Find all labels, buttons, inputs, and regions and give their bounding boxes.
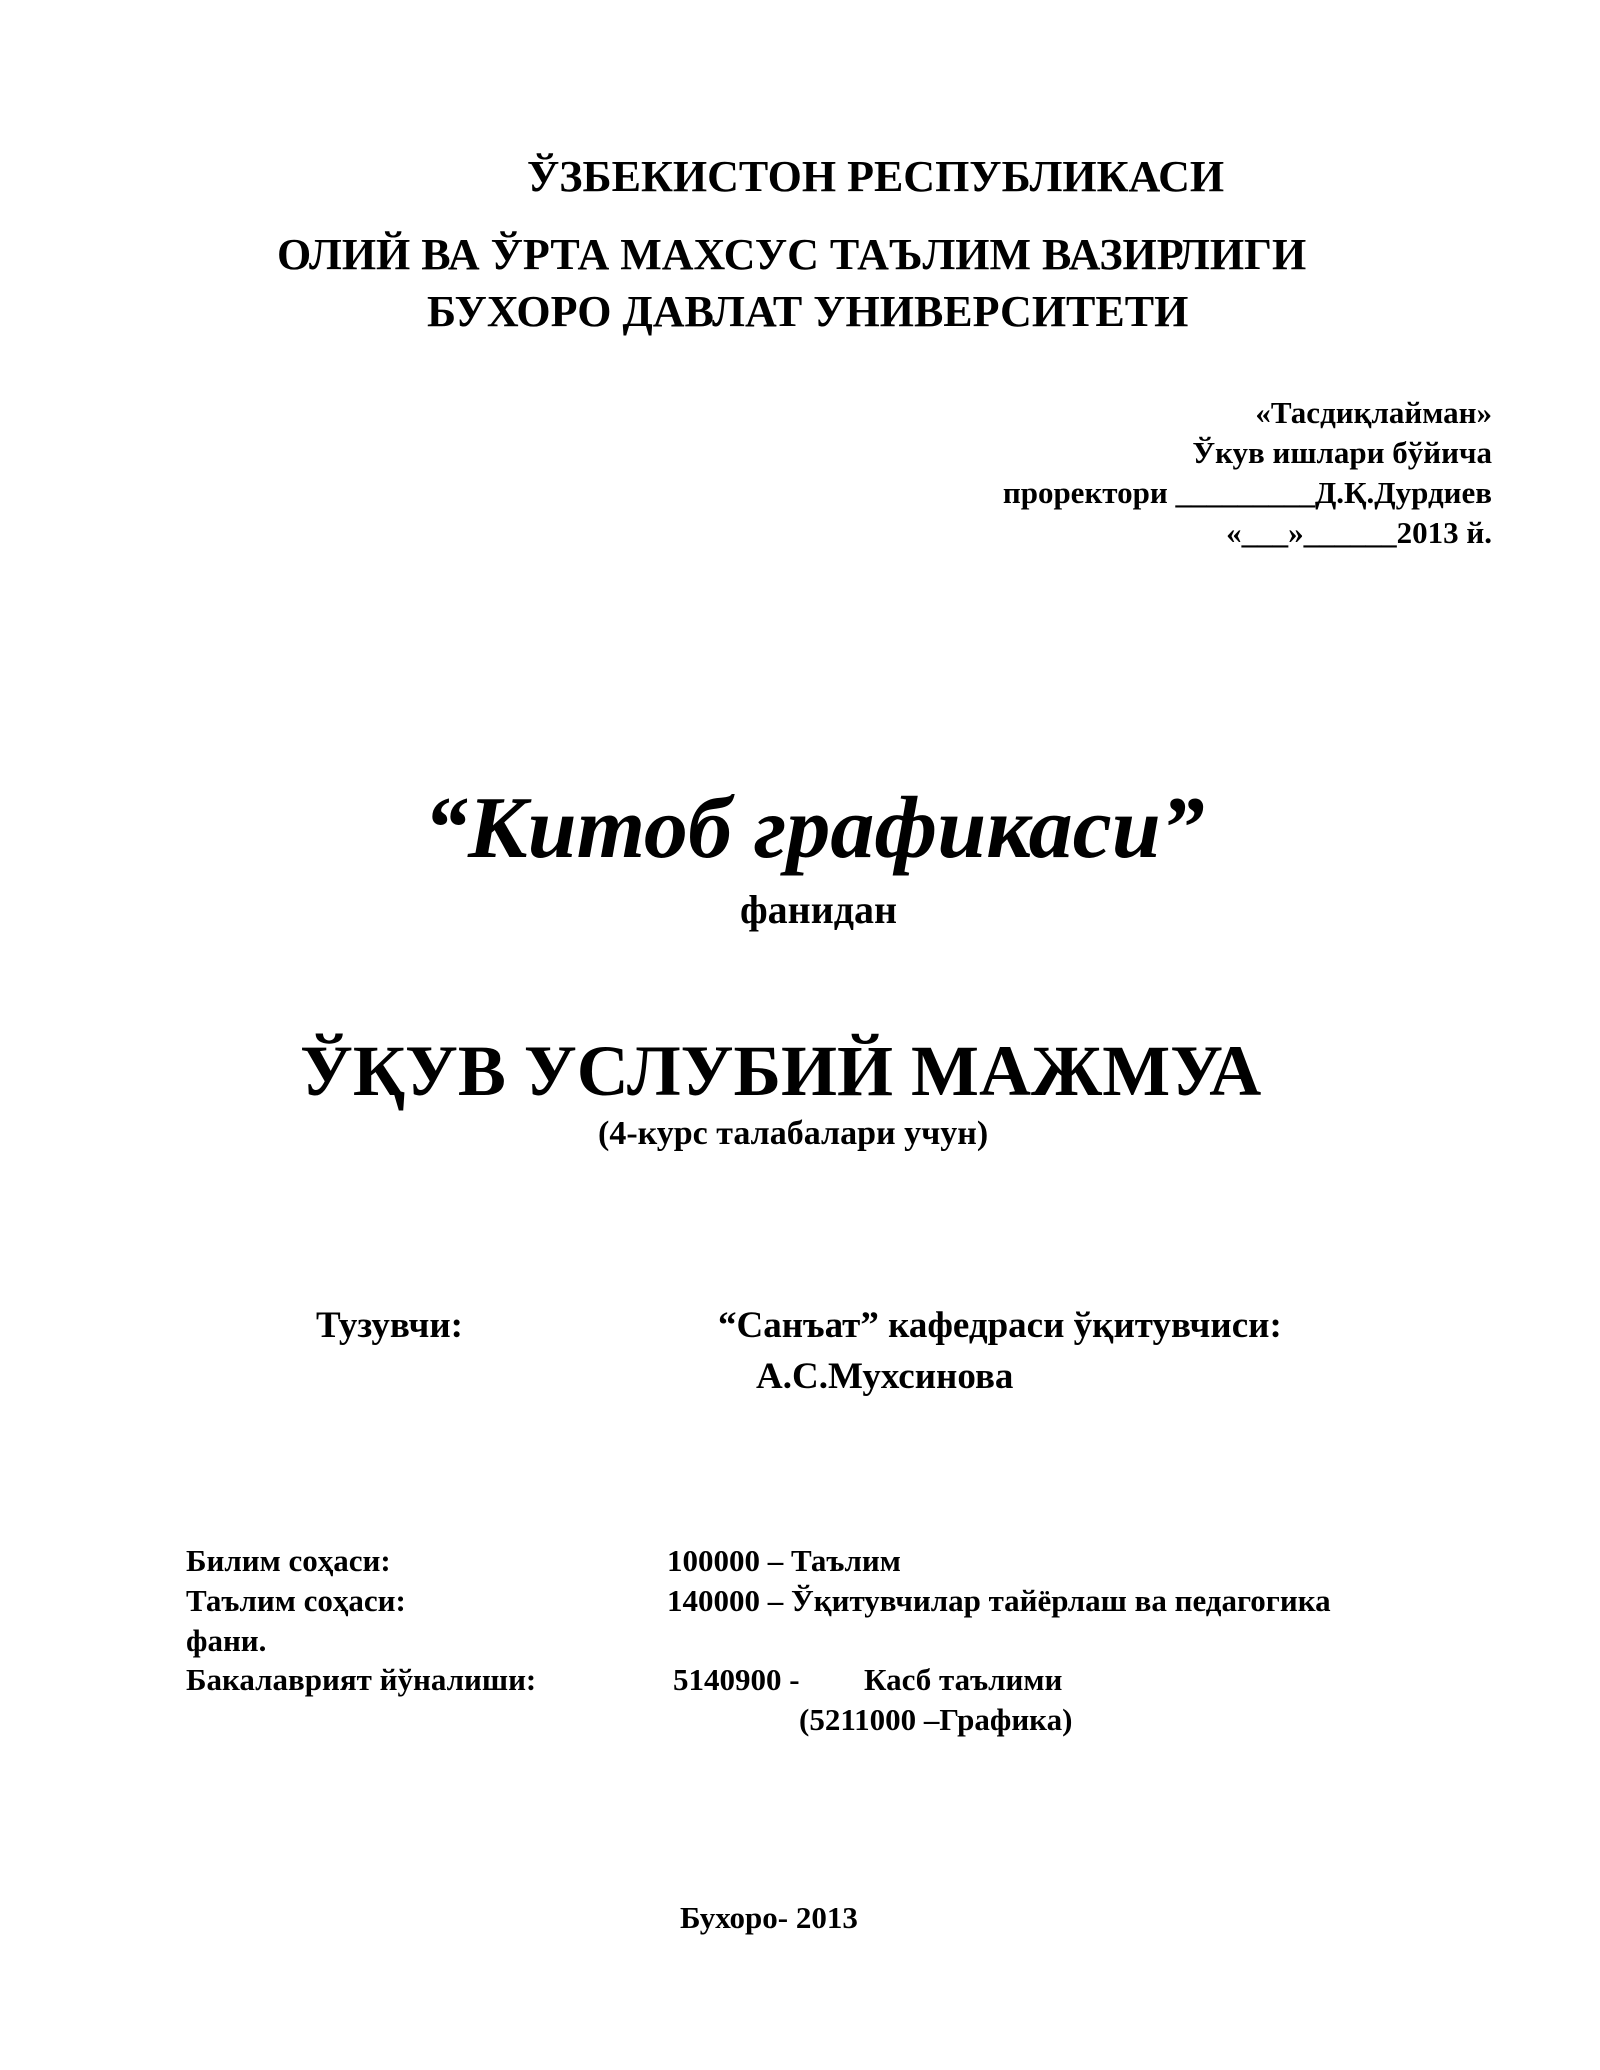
- approval-title: «Тасдиқлайман»: [1255, 395, 1492, 430]
- bachelor-direction-label: Бакалаврият йўналиши:: [186, 1662, 537, 1697]
- bachelor-direction-value: Касб таълими: [864, 1662, 1063, 1697]
- knowledge-area-label: Билим соҳаси:: [186, 1543, 391, 1578]
- education-area-continuation: фани.: [186, 1623, 267, 1658]
- education-area-value: 140000 – Ўқитувчилар тайёрлаш ва педагогика: [667, 1583, 1331, 1618]
- knowledge-area-value: 100000 – Таълим: [667, 1543, 901, 1578]
- approval-date-line: «___»______2013 й.: [1226, 515, 1492, 550]
- document-title: ЎҚУВ УСЛУБИЙ МАЖМУА: [300, 1031, 1262, 1111]
- place-year: Бухоро- 2013: [680, 1900, 858, 1935]
- approval-signature-line: проректори _________Д.Қ.Дурдиев: [1002, 475, 1492, 510]
- author-position: “Санъат” кафедраси ўқитувчиси:: [718, 1305, 1282, 1346]
- bachelor-direction-code: 5140900 -: [673, 1662, 800, 1697]
- bachelor-direction-subcode: (5211000 –Графика): [799, 1702, 1073, 1737]
- subject-title: “Китоб графикаси”: [424, 780, 1205, 877]
- ministry-heading: ОЛИЙ ВА ЎРТА МАХСУС ТАЪЛИМ ВАЗИРЛИГИ: [277, 230, 1307, 279]
- education-area-label: Таълим соҳаси:: [186, 1583, 406, 1618]
- subject-suffix: фанидан: [740, 887, 898, 932]
- author-name: А.С.Мухсинова: [756, 1356, 1014, 1397]
- document-audience: (4-курс талабалари учун): [598, 1115, 989, 1152]
- author-label: Тузувчи:: [316, 1305, 464, 1346]
- approval-position: Ўкув ишлари бўйича: [1192, 435, 1492, 470]
- university-heading: БУХОРО ДАВЛАТ УНИВЕРСИТЕТИ: [427, 287, 1189, 336]
- country-heading: ЎЗБЕКИСТОН РЕСПУБЛИКАСИ: [527, 152, 1225, 201]
